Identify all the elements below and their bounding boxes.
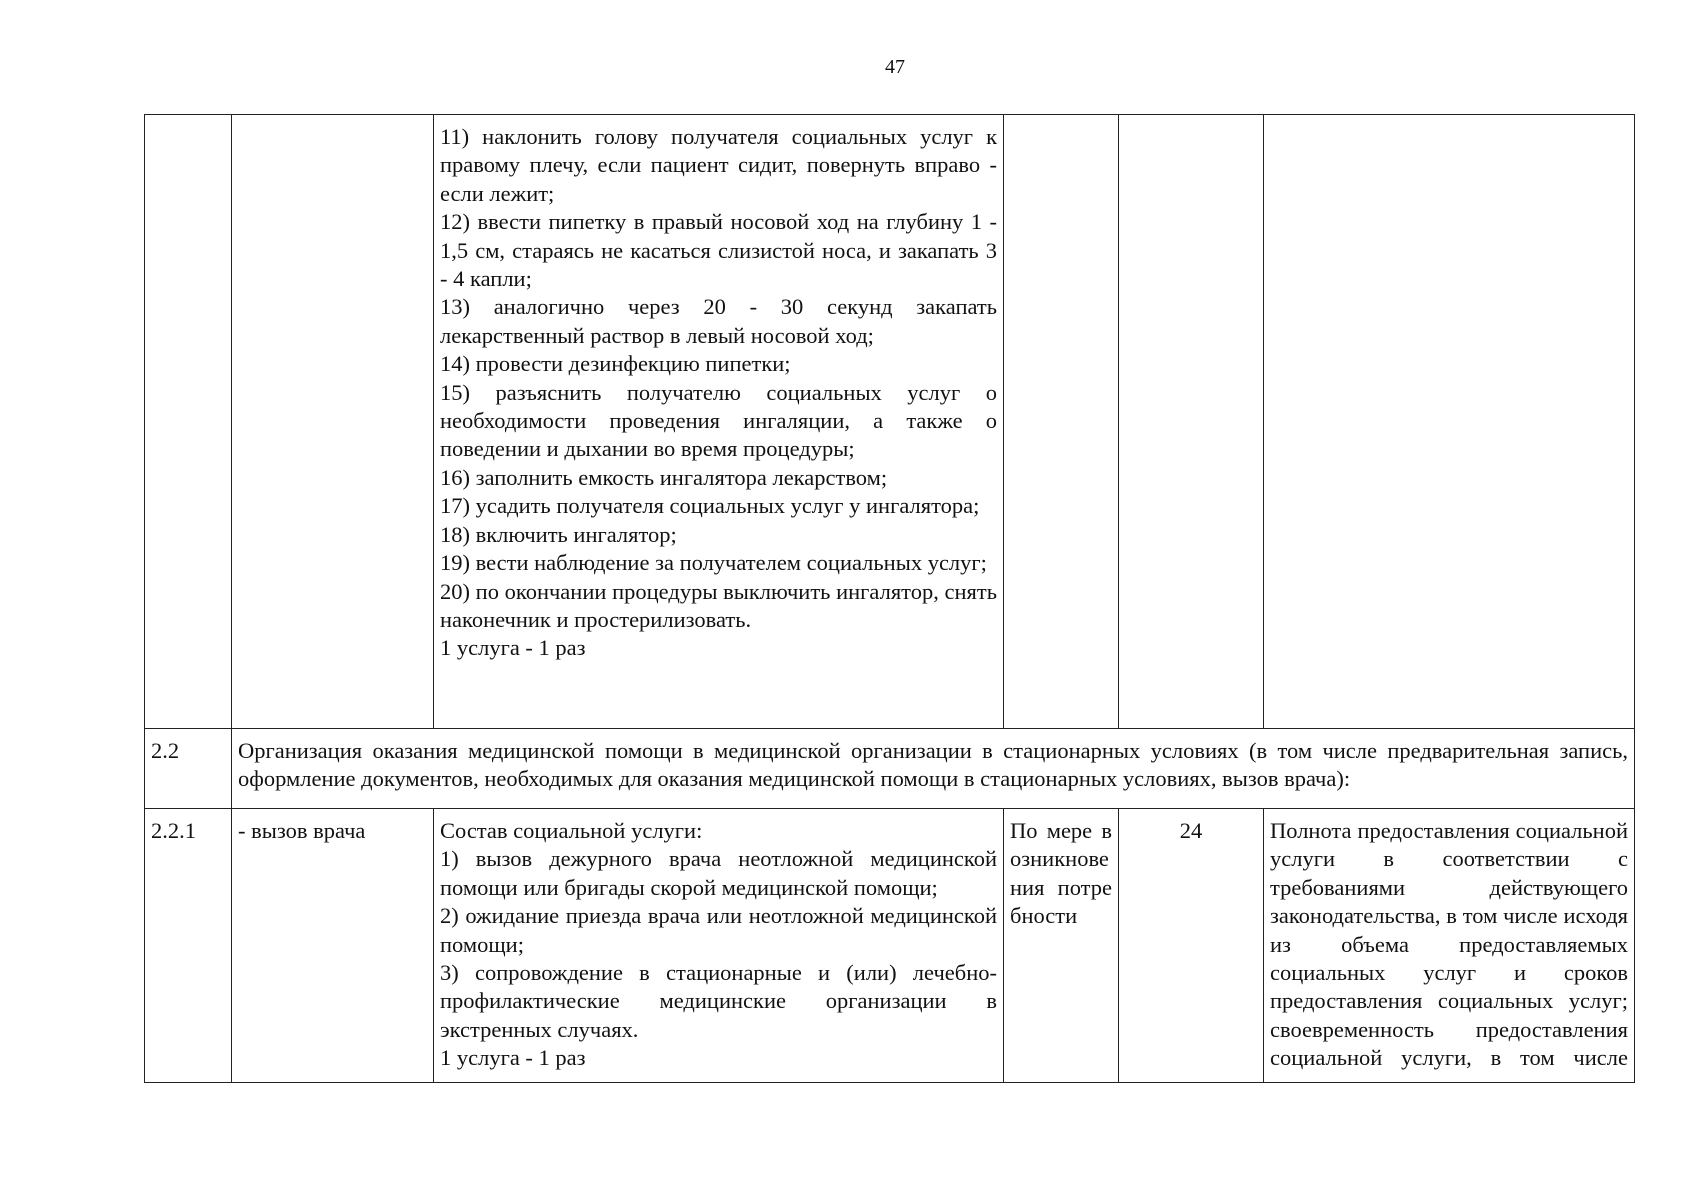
service-number: 2.2.1 (145, 809, 232, 1083)
composition-heading: Состав социальной услуги: (440, 818, 703, 843)
cell-name-empty (232, 115, 434, 729)
step-item: 13) аналогично через 20 - 30 секунд закапать лекарственный раствор в левый носовой ход; (440, 294, 997, 348)
step-item: 20) по окончании процедуры выключить ингалятор, снять наконечник и простерилизовать. (440, 578, 997, 632)
step-item: 17) усадить получателя социальных услуг у ингалятора; (440, 493, 980, 519)
cell-composition (434, 115, 1004, 729)
step-item: 16) заполнить емкость ингалятора лекарством; (440, 464, 888, 490)
table-row-continuation (145, 115, 1635, 729)
section-number: 2.2 (145, 729, 232, 809)
cell-number-empty (145, 115, 232, 729)
section-title: Организация оказания медицинской помощи в медицинской организации в стационарных условиях (в том числе предварительная запись, оформление документов, необходимых для оказания медицинской помощи в стационарных условиях, вызов врача): (232, 729, 1635, 809)
cell-quality-empty (1264, 115, 1635, 729)
service-frequency: 1 услуга - 1 раз (440, 1045, 586, 1071)
service-quality: Полнота предоставления социальной услуги в соответствии с требованиями действующего законодательства, в том числе исходя из объема предоставляемых социальных услуг и сроков предоставления социальных услуг; своевременность предоставления социальной услуги, в том числе (1264, 809, 1635, 1083)
service-composition (434, 809, 1004, 1083)
cell-term-empty (1004, 115, 1119, 729)
table-row-section (145, 729, 1635, 809)
service-hours: 24 (1119, 809, 1264, 1083)
table-row-service (145, 809, 1635, 1083)
step-item: 3) сопровождение в стационарные и (или) лечебно-профилактические медицинские организации в экстренных случаях. (440, 960, 997, 1042)
step-item: 1) вызов дежурного врача неотложной медицинской помощи или бригады скорой медицинской помощи; (440, 846, 997, 900)
step-item: 12) ввести пипетку в правый носовой ход на глубину 1 - 1,5 см, стараясь не касаться слизистой носа, и закапать 3 - 4 капли; (440, 209, 997, 292)
step-item: 19) вести наблюдение за получателем социальных услуг; (440, 550, 987, 576)
step-item: 15) разъяснить получателю социальных услуг о необходимости проведения ингаляции, а также о поведении и дыхании во время процедуры; (440, 379, 997, 462)
service-term: По мере возникновения потребности (1004, 809, 1119, 1083)
step-item: 18) включить ингалятор; (440, 521, 677, 547)
service-name: - вызов врача (232, 809, 434, 1083)
page-number: 47 (885, 56, 905, 78)
step-item: 2) ожидание приезда врача или неотложной медицинской помощи; (440, 903, 997, 957)
services-table (144, 114, 1635, 1083)
step-item: 11) наклонить голову получателя социальных услуг к правому плечу, если пациент сидит, повернуть вправо - если лежит; (440, 124, 997, 206)
service-frequency: 1 услуга - 1 раз (440, 635, 586, 661)
step-item: 14) провести дезинфекцию пипетки; (440, 351, 791, 377)
cell-hours-empty (1119, 115, 1264, 729)
